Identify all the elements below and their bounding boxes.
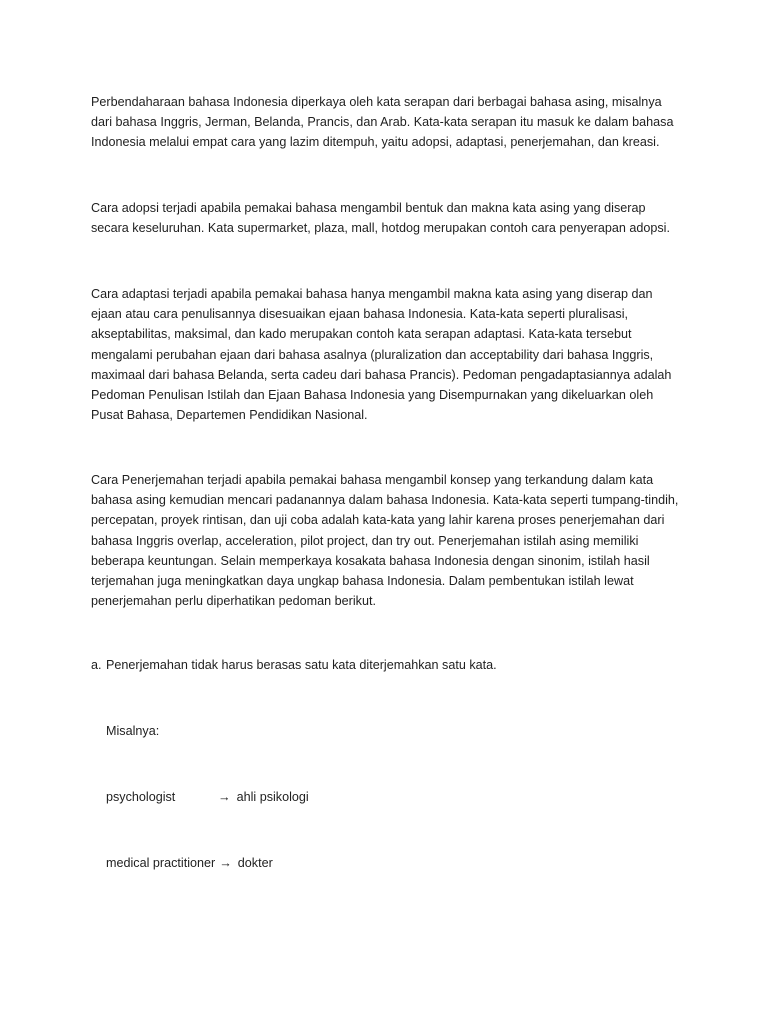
paragraph-line: Cara adopsi terjadi apabila pemakai bahasa mengambil bentuk dan makna kata asing yang diserap (91, 201, 646, 215)
paragraph-adopsi (91, 198, 701, 238)
paragraph-line: percepatan, proyek rintisan, dan uji coba adalah kata-kata yang lahir karena proses penerjemahan dari (91, 513, 665, 528)
example-translation: ahli psikologi (236, 790, 309, 804)
paragraph-line: Pedoman Penulisan Istilah dan Ejaan Bahasa Indonesia yang Disempurnakan yang dikeluarkan oleh (91, 388, 654, 403)
list-item (91, 655, 497, 675)
paragraph-intro (91, 92, 701, 153)
paragraph-adaptasi (91, 284, 701, 425)
example-label: Misalnya: (106, 724, 160, 738)
example-row (106, 787, 309, 807)
paragraph-line: bahasa asing kemudian mencari padanannya dalam bahasa Indonesia. Kata-kata seperti tumpang-tindih, (91, 493, 679, 508)
example-row (106, 853, 273, 873)
arrow-right-icon: → (219, 856, 232, 870)
list-marker: a. (91, 658, 102, 672)
arrow-right-icon: → (218, 790, 231, 804)
paragraph-line: Pusat Bahasa, Departemen Pendidikan Nasional. (91, 408, 368, 423)
paragraph-line: Indonesia melalui empat cara yang lazim ditempuh, yaitu adopsi, adaptasi, penerjemahan, dan kreasi. (91, 135, 660, 150)
example-term: psychologist (106, 790, 176, 804)
example-translation: dokter (237, 856, 273, 870)
list-item-text: Penerjemahan tidak harus berasas satu kata diterjemahkan satu kata. (106, 658, 497, 672)
paragraph-line: Perbendaharaan bahasa Indonesia diperkaya oleh kata serapan dari berbagai bahasa asing, misalnya (91, 95, 662, 109)
paragraph-line: akseptabilitas, maksimal, dan kado merupakan contoh kata serapan adaptasi. Kata-kata tersebut (91, 327, 632, 342)
paragraph-line: maximaal dari bahasa Belanda, serta cadeu dari bahasa Prancis). Pedoman pengadaptasiannya adalah (91, 367, 672, 382)
paragraph-line: ejaan atau cara penulisannya disesuaikan ejaan bahasa Indonesia. Kata-kata seperti pluralisasi, (91, 307, 628, 322)
paragraph-line: terjemahan juga meningkatkan daya ungkap bahasa Indonesia. Dalam pembentukan istilah lewat (91, 574, 634, 589)
paragraph-line: mengalami perubahan ejaan dari bahasa asalnya (pluralization dan acceptability dari bahasa Inggris, (91, 347, 654, 362)
paragraph-penerjemahan (91, 470, 701, 611)
example-term: medical practitioner (106, 856, 216, 870)
paragraph-line: dari bahasa Inggris, Jerman, Belanda, Prancis, dan Arab. Kata-kata serapan itu masuk ke dalam bahasa (91, 115, 674, 130)
paragraph-line: penerjemahan perlu diperhatikan pedoman berikut. (91, 594, 376, 609)
paragraph-line: Cara adaptasi terjadi apabila pemakai bahasa hanya mengambil makna kata asing yang diserap dan (91, 287, 653, 301)
paragraph-line: bahasa Inggris overlap, acceleration, pilot project, dan try out. Penerjemahan istilah asing memiliki (91, 533, 639, 548)
paragraph-line: secara keseluruhan. Kata supermarket, plaza, mall, hotdog merupakan contoh cara penyerapan adopsi. (91, 221, 670, 236)
paragraph-line: beberapa keuntungan. Selain memperkaya kosakata bahasa Indonesia dengan sinonim, istilah hasil (91, 553, 650, 568)
paragraph-line: Cara Penerjemahan terjadi apabila pemakai bahasa mengambil konsep yang terkandung dalam kata (91, 473, 654, 487)
